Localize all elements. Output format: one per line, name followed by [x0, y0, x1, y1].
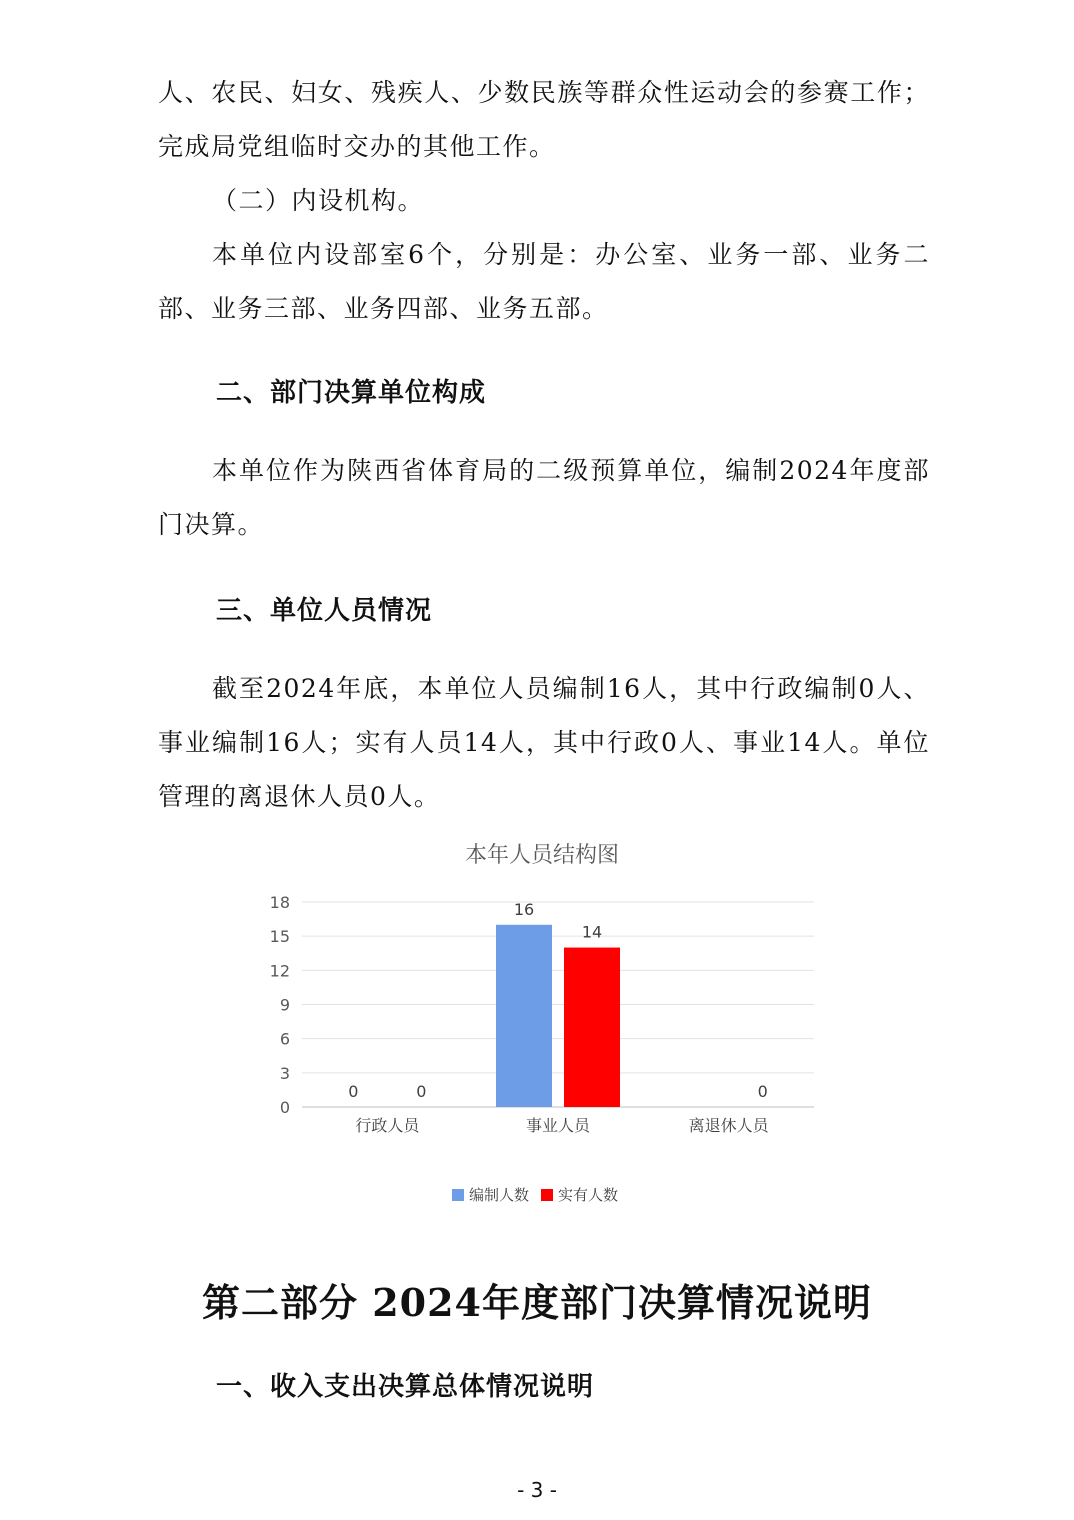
y-tick-label: 12: [269, 961, 290, 981]
page-number: - 3 -: [517, 1478, 557, 1502]
y-tick-label: 9: [279, 995, 290, 1015]
paragraph-duties: 人、农民、妇女、残疾人、少数民族等群众性运动会的参赛工作；完成局党组临时交办的其他工作。: [158, 78, 930, 161]
paragraph-unit-composition: 本单位作为陕西省体育局的二级预算单位，编制2024年度部门决算。: [158, 456, 930, 539]
section-heading-income-expense: 一、收入支出决算总体情况说明: [216, 1372, 595, 1402]
chart-title: 本年人员结构图: [464, 843, 620, 868]
x-category-label: 事业人员: [525, 1116, 591, 1135]
section-heading-unit-composition: 二、部门决算单位构成: [216, 378, 487, 408]
paragraph-subsection-title: （二）内设机构。: [212, 186, 425, 215]
legend-swatch: [541, 1189, 553, 1201]
bar: [564, 948, 620, 1107]
data-label: 0: [757, 1082, 768, 1101]
y-tick-label: 18: [269, 893, 290, 912]
y-tick-label: 6: [279, 1029, 290, 1049]
legend-swatch: [452, 1189, 464, 1201]
paragraph-departments: 本单位内设部室6个，分别是：办公室、业务一部、业务二部、业务三部、业务四部、业务五部。: [158, 240, 930, 323]
data-label: 0: [416, 1082, 427, 1101]
part-two-title: 第二部分 2024年度部门决算情况说明: [202, 1280, 872, 1325]
bar: [496, 925, 552, 1107]
legend-label: 编制人数: [469, 1186, 530, 1204]
section-heading-staff: 三、单位人员情况: [216, 596, 433, 626]
data-label: 16: [513, 899, 535, 919]
y-tick-label: 0: [279, 1098, 290, 1117]
x-category-label: 行政人员: [355, 1116, 420, 1135]
x-category-label: 离退休人员: [688, 1116, 769, 1135]
data-label: 0: [348, 1082, 359, 1101]
y-tick-label: 15: [269, 927, 290, 947]
staff-structure-chart: [240, 830, 840, 1230]
data-label: 14: [581, 922, 603, 942]
paragraph-staff: 截至2024年底，本单位人员编制16人，其中行政编制0人、事业编制16人；实有人员14人，其中行政0人、事业14人。单位管理的离退休人员0人。: [158, 674, 930, 811]
legend-label: 实有人数: [558, 1186, 619, 1204]
y-tick-label: 3: [279, 1063, 290, 1083]
